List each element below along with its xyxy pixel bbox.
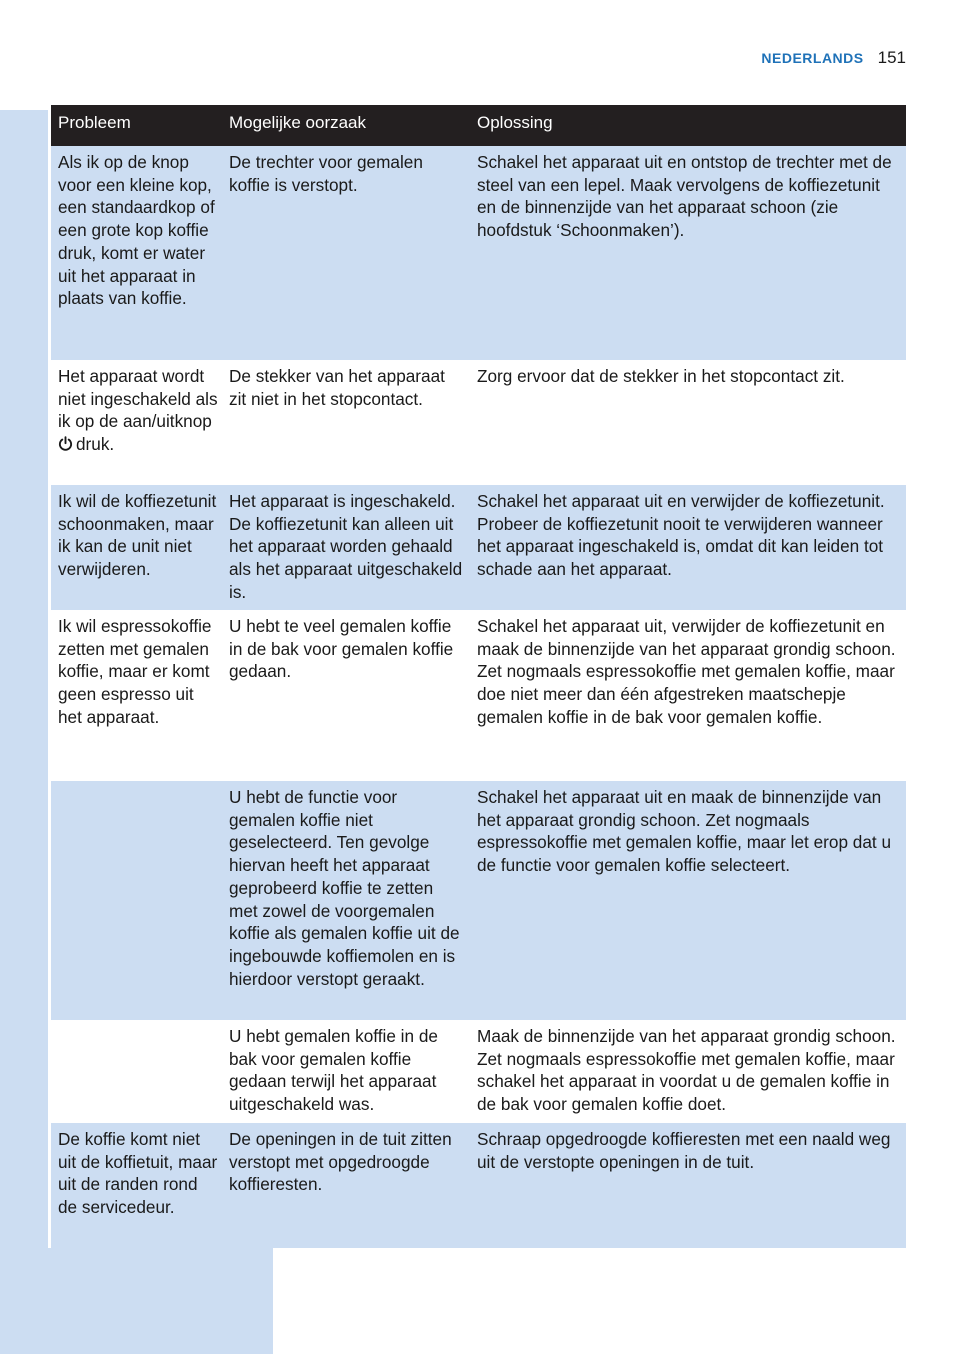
problem-text: Het apparaat wordt niet ingeschakeld als ik op de aan/uitknop: [58, 366, 218, 432]
solution-cell: Schakel het apparaat uit, verwijder de koffiezetunit en maak de binnenzijde van het apparaat grondig schoon. Zet nogmaals espressokoffie met gemalen koffie, maar doe niet meer dan één afgestreken maatschepje gemalen koffie in de bak voor gemalen koffie.: [470, 610, 906, 781]
table-row: [51, 1123, 906, 1248]
problem-cell: Als ik op de knop voor een kleine kop, een standaardkop of een grote kop koffie druk, komt er water uit het apparaat in plaats van koffie.: [51, 146, 222, 360]
problem-cell: [51, 781, 222, 1020]
solution-cell: Maak de binnenzijde van het apparaat grondig schoon. Zet nogmaals espressokoffie met gemalen koffie, maar schakel het apparaat in voordat u de gemalen koffie in de bak voor gemalen koffie doet.: [470, 1020, 906, 1123]
problem-cell: Ik wil espressokoffie zetten met gemalen koffie, maar er komt geen espresso uit het apparaat.: [51, 610, 222, 781]
solution-cell: Schraap opgedroogde koffieresten met een naald weg uit de verstopte openingen in de tuit.: [470, 1123, 906, 1248]
problem-cell: [51, 1020, 222, 1123]
problem-text-suffix: druk.: [76, 434, 115, 455]
page-number: 151: [877, 48, 906, 67]
cause-cell: U hebt te veel gemalen koffie in de bak voor gemalen koffie gedaan.: [222, 610, 470, 781]
table-row: [51, 360, 906, 485]
cause-cell: De trechter voor gemalen koffie is verstopt.: [222, 146, 470, 360]
column-header-solution: Oplossing: [470, 105, 906, 146]
cause-cell: U hebt de functie voor gemalen koffie niet geselecteerd. Ten gevolge hiervan heeft het apparaat geprobeerd koffie te zetten met zowel de voorgemalen koffie als gemalen koffie uit de ingebouwde koffiemolen en is hierdoor verstopt geraakt.: [222, 781, 470, 1020]
side-color-band: [0, 110, 48, 1354]
table-row: [51, 146, 906, 360]
solution-cell: Schakel het apparaat uit en maak de binnenzijde van het apparaat grondig schoon. Zet nogmaals espressokoffie met gemalen koffie, maar let erop dat u de functie voor gemalen koffie selecteert.: [470, 781, 906, 1020]
cause-cell: Het apparaat is ingeschakeld. De koffiezetunit kan alleen uit het apparaat worden gehaald als het apparaat uitgeschakeld is.: [222, 485, 470, 610]
table-header-row: [51, 105, 906, 146]
problem-cell: [51, 360, 222, 485]
solution-cell: Schakel het apparaat uit en ontstop de trechter met de steel van een lepel. Maak vervolgens de koffiezetunit en de binnenzijde van het apparaat schoon (zie hoofdstuk ‘Schoonmaken’).: [470, 146, 906, 360]
table-row: [51, 1020, 906, 1123]
solution-cell: Schakel het apparaat uit en verwijder de koffiezetunit. Probeer de koffiezetunit nooit te verwijderen wanneer het apparaat ingeschakeld is, omdat dit kan leiden tot schade aan het apparaat.: [470, 485, 906, 610]
page-header: [761, 46, 906, 69]
bottom-color-band: [0, 1248, 273, 1354]
power-icon: [58, 436, 73, 451]
table-row: [51, 610, 906, 781]
cause-cell: De stekker van het apparaat zit niet in het stopcontact.: [222, 360, 470, 485]
problem-cell: De koffie komt niet uit de koffietuit, maar uit de randen rond de servicedeur.: [51, 1123, 222, 1248]
column-header-problem: Probleem: [51, 105, 222, 146]
language-label: nederlands: [761, 46, 864, 68]
table-row: [51, 485, 906, 610]
troubleshooting-table: [51, 105, 906, 1248]
cause-cell: De openingen in de tuit zitten verstopt met opgedroogde koffieresten.: [222, 1123, 470, 1248]
table-row: [51, 781, 906, 1020]
solution-cell: Zorg ervoor dat de stekker in het stopcontact zit.: [470, 360, 906, 485]
cause-cell: U hebt gemalen koffie in de bak voor gemalen koffie gedaan terwijl het apparaat uitgeschakeld was.: [222, 1020, 470, 1123]
column-header-cause: Mogelijke oorzaak: [222, 105, 470, 146]
problem-cell: Ik wil de koffiezetunit schoonmaken, maar ik kan de unit niet verwijderen.: [51, 485, 222, 610]
